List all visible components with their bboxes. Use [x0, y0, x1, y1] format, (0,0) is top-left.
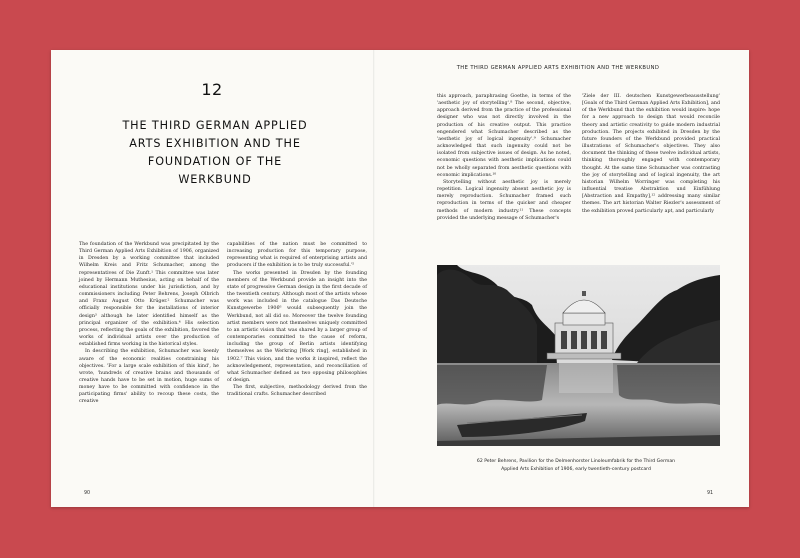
figure-caption — [446, 458, 706, 474]
pavilion-photo-illustration — [437, 265, 720, 446]
paragraph: 'Ziele der III. deutschen Kunstgewerbeausstellung' [Goals of the Third German Applied Arts Exhibition], and of the Werkbund that the exhibition would inspire: hope for a new approach to design that would reconcile theory and artistic creativity to guide modern industrial production. The projects exhibited in Dresden by the future founders of the Werkbund provided practical illustrations of Schumacher's objectives. They also document the thinking of these twelve individual artists, thinking thoroughly engaged with contemporary thought. At the same time Schumacher was contrasting the joy of storytelling and of logical ingenuity, the art historian Wilhelm Worringer was completing his influential treatise Abstraktion und Einfühlung [Abstraction and Empathy],¹² addressing many similar themes. The art historian Walter Riezler's assessment of the exhibition proved particularly apt, and particularly — [582, 94, 720, 214]
left-page-number: 90 — [84, 491, 91, 496]
paragraph: capabilities of the nation must be committed to increasing production for this temporary purpose, representing what is required of enterprising artists and producers if the exhibition is to be truly successful.'⁵ — [227, 242, 367, 269]
pavilion-photograph — [437, 265, 720, 446]
paragraph: In describing the exhibition, Schumacher was keenly aware of the economic realities constraining his objectives. 'For a large scale exhibition of this kind', he wrote, 'hundreds of creative brains and thousands of creative hands have to be set in motion, huge sums of money have to be committed with confidence in the participating firms' ability to recoup these costs, the creative — [79, 349, 219, 405]
paragraph: The first, subjective, methodology derived from the traditional crafts. Schumacher described — [227, 385, 367, 398]
caption-line-2: Applied Arts Exhibition of 1906, early twentieth-century postcard — [501, 466, 651, 472]
paragraph: The foundation of the Werkbund was precipitated by the Third German Applied Arts Exhibition of 1906, organized in Dresden by a working committee that included Wilhelm Kreis and Fritz Schumacher, among the representatives of Die Zunft.¹ This committee was later joined by Hermann Muthesius, acting on behalf of the educational institutions under his jurisdiction, and by commissioners including Peter Behrens, Joseph Olbrich and Franz August Otto Krüger.² Schumacher was officially responsible for the installations of interior design³ although he later identified himself as the principal organizer of the exhibition.⁴ His selection process, reflecting the goals of the exhibition, favored the works of individual artists over the production of established firms working in the historical styles. — [79, 242, 219, 348]
paragraph: Storytelling without aesthetic joy is merely repetition. Logical ingenuity absent aesthetic joy is merely reproduction. Schumacher framed such reproduction in terms of the quicker and cheaper methods of modern industry.¹¹ These concepts provided the underlying message of Schumacher's — [437, 179, 571, 221]
left-column-1 — [79, 241, 219, 406]
paragraph: The works presented in Dresden by the founding members of the Werkbund provide an insight into the state of progressive German design in the first decade of the twentieth century. Although most of the artists whose work was included in the catalogue Das Deutsche Kunstgewerbe 1906⁶ would subsequently join the Werkbund, not all did so. Moreover the twelve founding artist members were not themselves uniquely committed to an artistic vision that was shared by a larger group of contemporaries committed to the cause of reform, including the group of Berlin artists identifying themselves as the Werkring [Work ring], established in 1902.⁷ This vision, and the works it inspired, reflect the acknowledgement, representation, and reconciliation of what Schumacher defined as two opposing philosophies of design. — [227, 270, 367, 383]
left-column-2 — [227, 241, 367, 398]
caption-line-1: 62 Peter Behrens, Pavilion for the Delmenhorster Linoleumfabrik for the Third German — [476, 459, 676, 464]
right-column-1 — [437, 93, 571, 222]
paragraph: this approach, paraphrasing Goethe, in terms of the 'aesthetic joy of storytelling'.⁸ The second, objective, approach derived from the practice of the professional designer who was not directly involved in the production of his creative output. This practice engendered what Schumacher described as the 'aesthetic joy of logical ingenuity'.⁹ Schumacher acknowledged that such ingenuity could not be isolated from subjective issues of design. As he noted, economic questions with aesthetic implications could not be wholly separated from aesthetic questions with economic implications.¹⁰ — [437, 94, 571, 178]
book-gutter — [373, 50, 375, 507]
chapter-title: THE THIRD GERMAN APPLIED ARTS EXHIBITION AND THE FOUNDATION OF THE WERKBUND — [122, 119, 308, 186]
chapter-number: 12 — [201, 80, 223, 99]
running-head: THE THIRD GERMAN APPLIED ARTS EXHIBITION AND THE WERKBUND — [456, 65, 660, 71]
right-page-number: 91 — [707, 491, 714, 496]
right-column-2 — [582, 93, 720, 215]
